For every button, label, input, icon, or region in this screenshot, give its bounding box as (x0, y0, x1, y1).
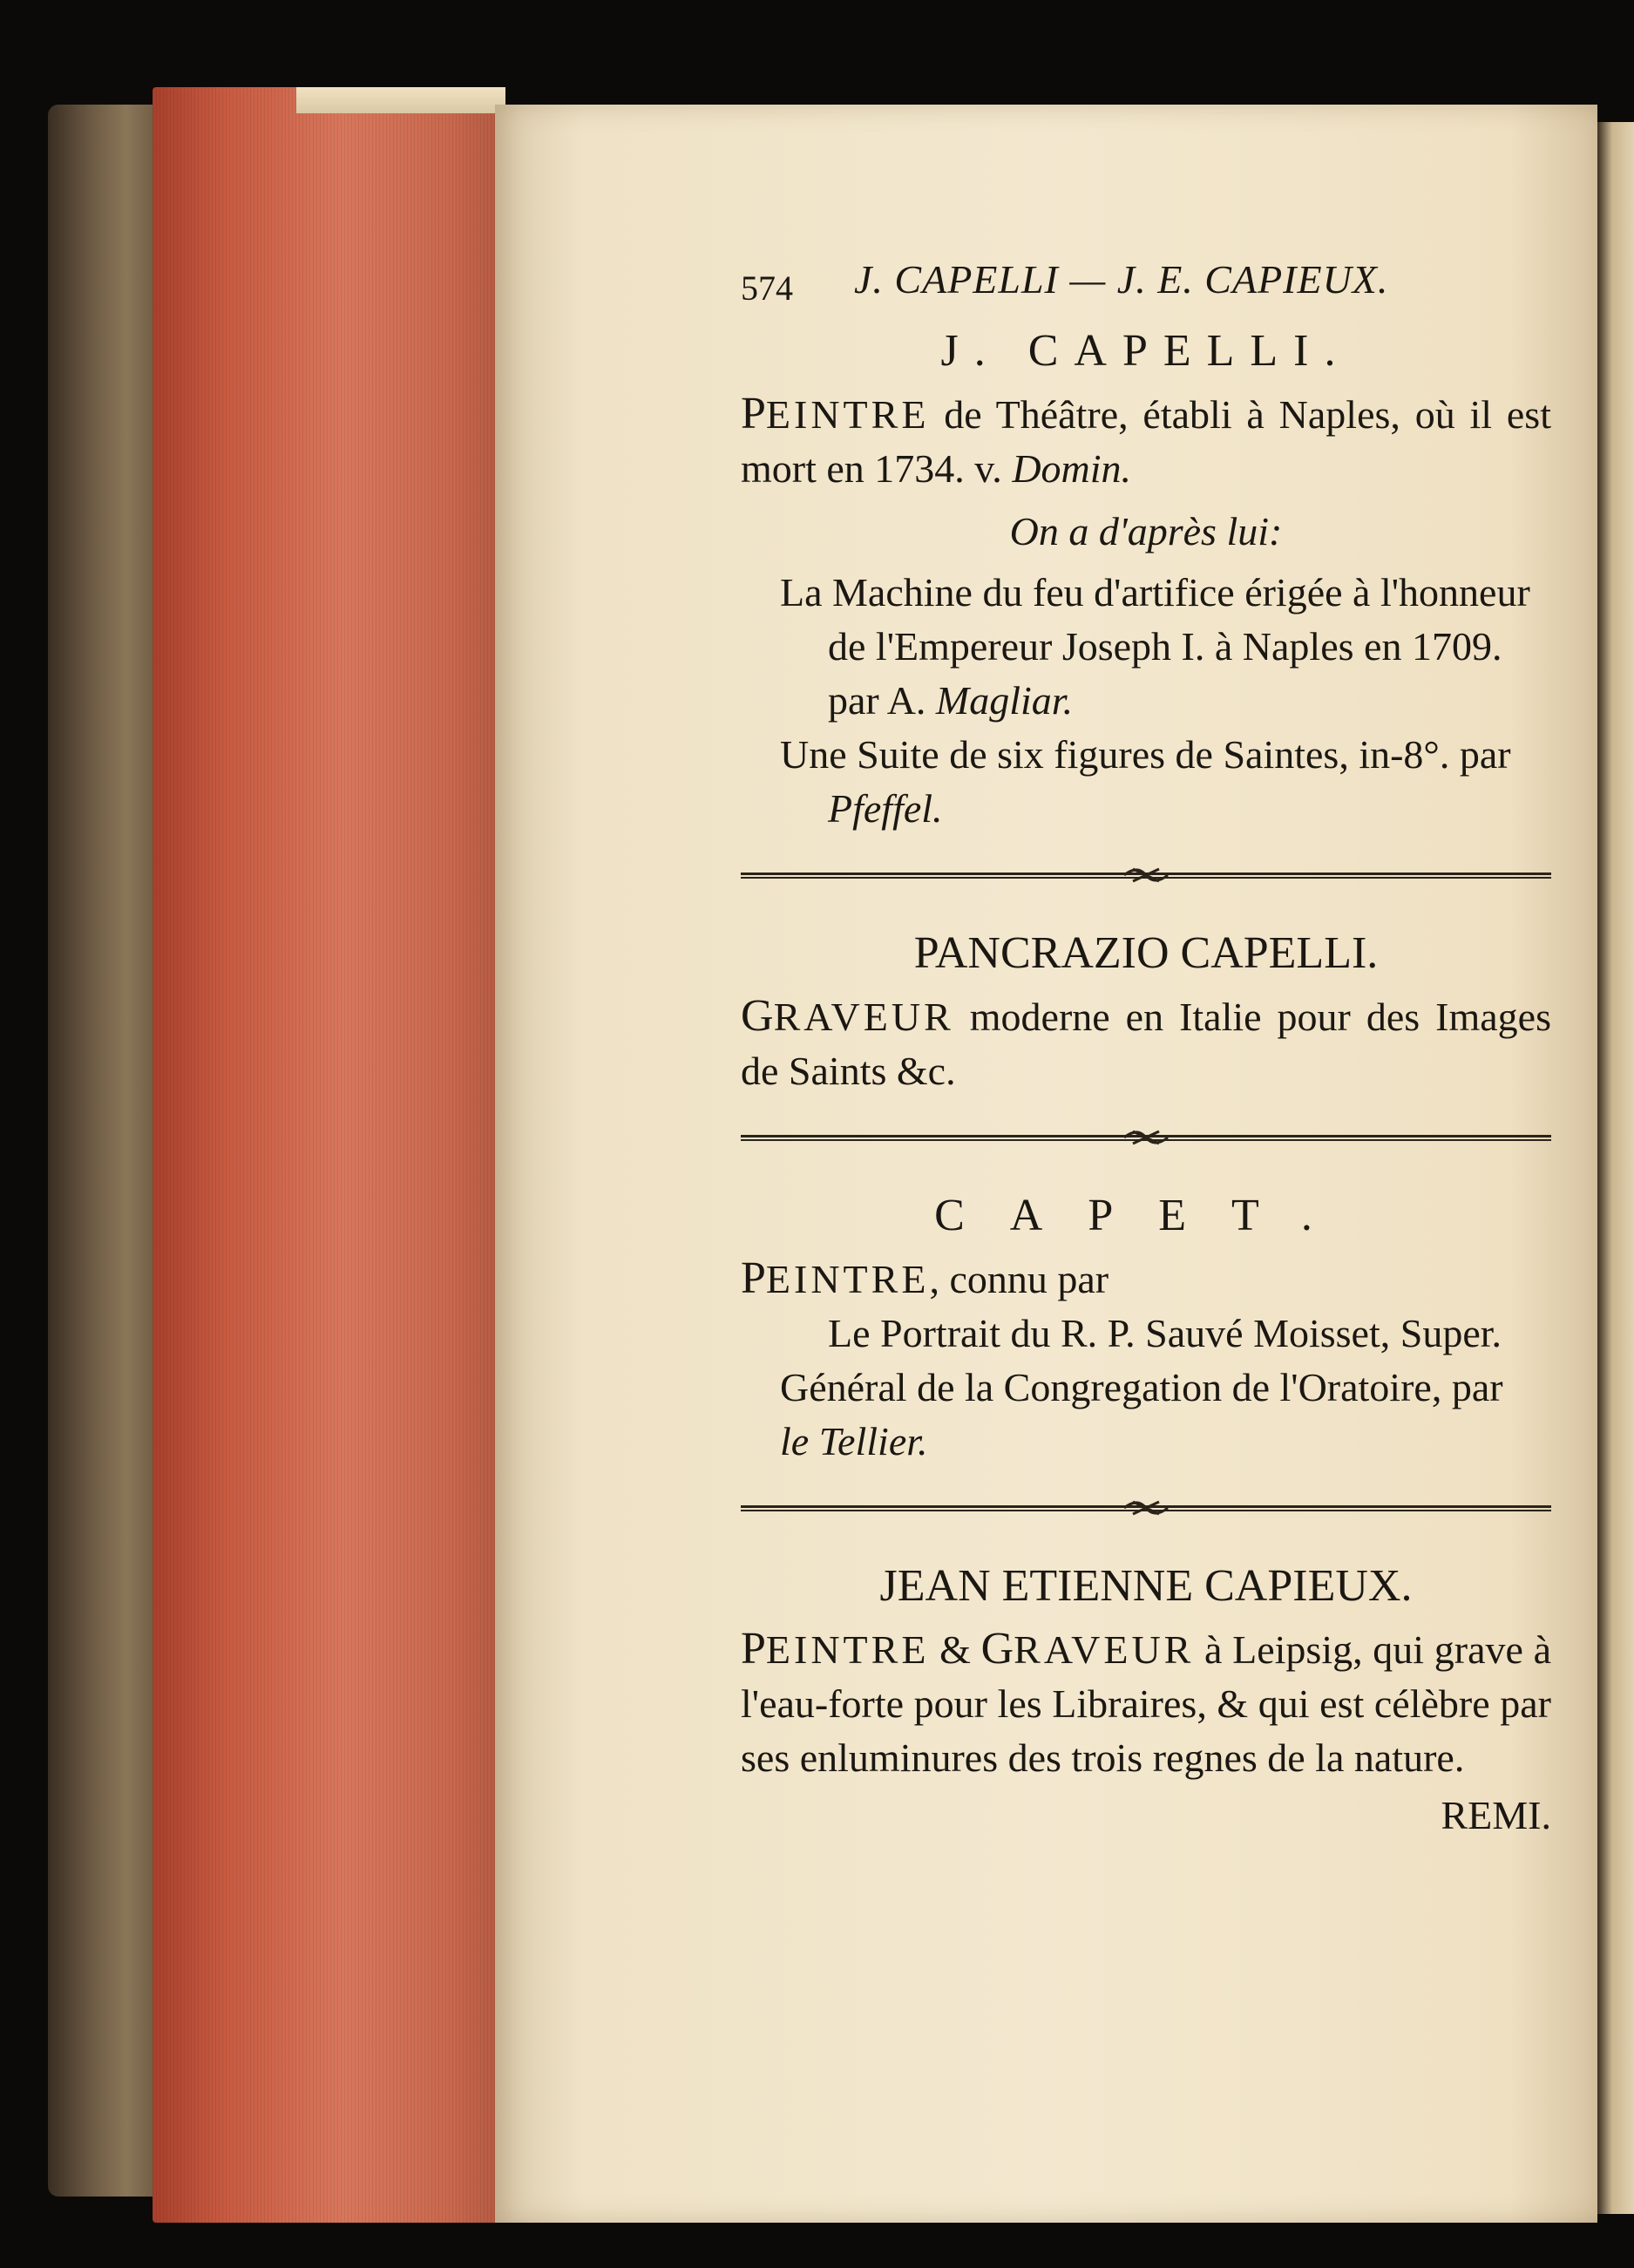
entry-text: à Leipsig, qui grave à l'eau-forte pour les Libraires, & qui est célèbre par ses enluminures des trois regnes de la nature. (741, 1627, 1552, 1780)
ornamental-rule (741, 1116, 1551, 1159)
drop-initial: G (741, 991, 774, 1041)
entry-text: de Théâtre, établi à Naples, où il est mort en 1734. v. (741, 392, 1551, 491)
entry-heading: PANCRAZIO CAPELLI. (913, 928, 1379, 978)
item-line: de l'Empereur Joseph I. à Naples en 1709. (828, 624, 1502, 669)
catchword: REMI. (1441, 1793, 1551, 1837)
ornamental-rule (741, 1486, 1551, 1530)
list-item-continuation (780, 1361, 1551, 1469)
drop-initial: P (741, 389, 766, 438)
entry-heading: J. CAPELLI. (940, 326, 1352, 376)
page-edge-top (296, 87, 505, 113)
entry-body (741, 1622, 1551, 1785)
page-edges (153, 87, 501, 2223)
small-caps-word: EINTRE (765, 1627, 930, 1672)
ornament-icon (741, 1127, 1551, 1148)
entry-subhead: On a d'après lui: (1009, 509, 1283, 553)
small-caps-word: RAVEUR (1014, 1627, 1195, 1672)
entry-text: , connu par (929, 1257, 1109, 1301)
drop-initial: G (980, 1624, 1014, 1674)
entry-body (741, 387, 1551, 496)
small-caps-word: EINTRE (765, 392, 930, 437)
item-line: Le Portrait du R. P. Sauvé Moisset, Super. (828, 1311, 1502, 1355)
list-item (828, 1307, 1551, 1361)
ornament-icon (741, 865, 1551, 886)
entry-body (741, 1252, 1551, 1307)
page-text (741, 253, 1551, 1843)
drop-initial: P (741, 1624, 766, 1674)
ornamental-rule (741, 853, 1551, 897)
facing-page-edge (1597, 122, 1634, 2214)
small-caps-word: RAVEUR (773, 995, 954, 1039)
running-head (741, 253, 1551, 314)
item-text: par A. (828, 678, 936, 723)
page-number: 574 (741, 268, 793, 308)
entry-body (741, 989, 1551, 1098)
item-italic: Pfeffel. (828, 786, 943, 831)
list-item (780, 728, 1551, 836)
item-line: Général de la Congregation de l'Oratoire, par (780, 1365, 1503, 1409)
small-caps-word: EINTRE (765, 1257, 930, 1301)
entry-reference: Domin. (1012, 446, 1132, 491)
drop-initial: P (741, 1253, 766, 1303)
list-item (780, 566, 1551, 728)
item-line: Une Suite de six figures de Saintes, in-8°. par (780, 732, 1511, 777)
running-title: J. CAPELLI — J. E. CAPIEUX. (854, 257, 1389, 302)
entry-text: & (929, 1627, 981, 1672)
item-line: La Machine du feu d'artifice érigée à l'honneur (780, 570, 1530, 615)
item-line (828, 674, 1551, 728)
entry-text: moderne en Italie pour des Images de Saints &c. (741, 995, 1551, 1093)
item-italic: le Tellier. (780, 1419, 928, 1463)
entry-heading: CAPET. (934, 1191, 1358, 1240)
entry-heading: JEAN ETIENNE CAPIEUX. (879, 1561, 1413, 1611)
ornament-icon (741, 1497, 1551, 1518)
item-italic: Magliar. (935, 678, 1074, 723)
